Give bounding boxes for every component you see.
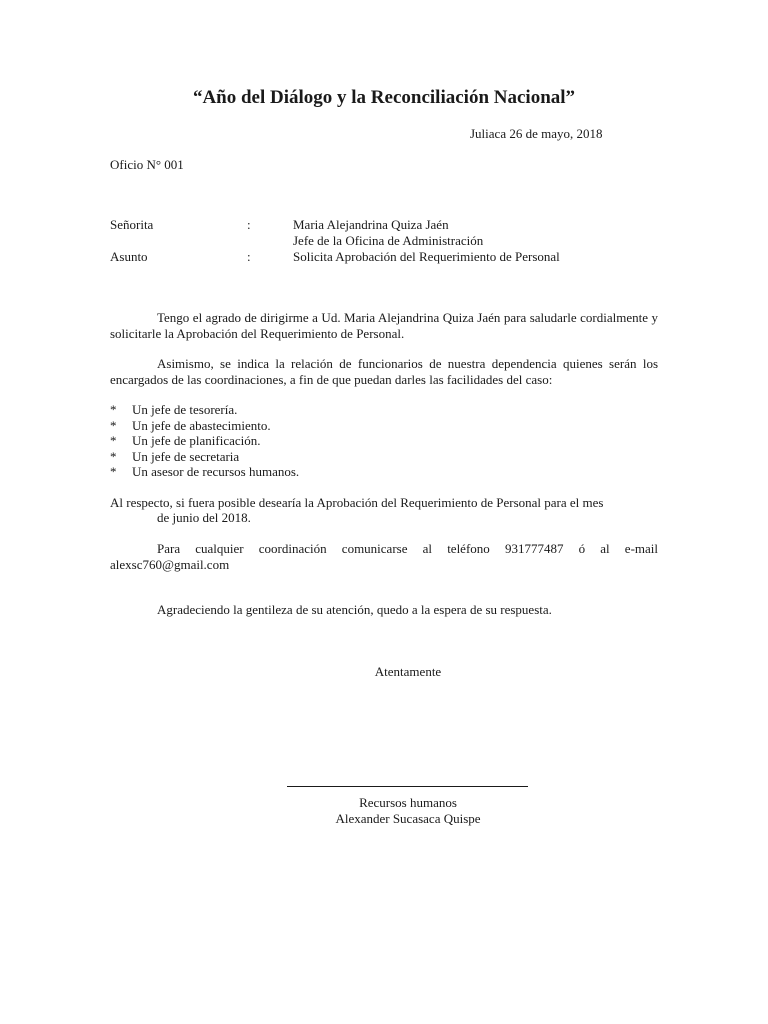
- subject-row: [110, 249, 670, 265]
- list-item-text: Un jefe de abastecimiento.: [132, 417, 271, 433]
- document-title: “Año del Diálogo y la Reconciliación Nacional”: [192, 87, 576, 108]
- list-item-text: Un asesor de recursos humanos.: [132, 464, 300, 479]
- signature-department: Recursos humanos: [359, 795, 457, 810]
- recipient-role: Jefe de la Oficina de Administración: [293, 233, 484, 248]
- bullet-star: *: [110, 402, 117, 417]
- list-item: [110, 449, 658, 465]
- list-item-text: Un jefe de planificación.: [132, 433, 261, 448]
- subject-label: Asunto: [110, 249, 148, 264]
- recipient-name: Maria Alejandrina Quiza Jaén: [293, 217, 449, 232]
- signature-name: Alexander Sucasaca Quispe: [335, 811, 481, 826]
- list-item: [110, 418, 658, 434]
- signature-line: [287, 786, 528, 787]
- paragraph-thanks: Agradeciendo la gentileza de su atención, quedo a la espera de su respuesta.: [157, 602, 552, 617]
- recipient-row: [110, 217, 670, 233]
- paragraph-request-line2: de junio del 2018.: [157, 510, 251, 525]
- bullet-star: *: [110, 448, 117, 464]
- oficio-number: Oficio N° 001: [110, 157, 184, 172]
- list-item: [110, 433, 658, 449]
- list-item-text: Un jefe de secretaria: [132, 448, 240, 464]
- recipient-role-row: [110, 233, 670, 249]
- list-item: [110, 464, 658, 480]
- subject-value: Solicita Aprobación del Requerimiento de Personal: [293, 249, 560, 264]
- bullet-star: *: [110, 433, 117, 448]
- subject-colon: :: [247, 249, 251, 264]
- recipient-label: Señorita: [110, 217, 154, 232]
- closing-text: Atentamente: [374, 664, 442, 679]
- list-item-text: Un jefe de tesorería.: [132, 402, 238, 417]
- bullet-star: *: [110, 464, 117, 479]
- paragraph-greeting: Tengo el agrado de dirigirme a Ud. Maria Alejandrina Quiza Jaén para saludarle cordialmente y solicitarle la Aprobación del Requerimiento de Personal.: [110, 310, 658, 341]
- paragraph-request-line1: Al respecto, si fuera posible desearía la Aprobación del Requerimiento de Personal para el mes: [110, 495, 604, 510]
- paragraph-contact: Para cualquier coordinación comunicarse al teléfono 931777487 ó al e-mail alexsc760@gmail.com: [110, 541, 658, 572]
- bullet-star: *: [110, 417, 117, 433]
- recipient-colon: :: [247, 217, 251, 232]
- document-date: Juliaca 26 de mayo, 2018: [470, 126, 603, 141]
- paragraph-staff-intro: Asimismo, se indica la relación de funcionarios de nuestra dependencia quienes serán los encargados de las coordinaciones, a fin de que puedan darles las facilidades del caso:: [110, 356, 658, 387]
- list-item: [110, 402, 658, 418]
- staff-list: [110, 402, 658, 480]
